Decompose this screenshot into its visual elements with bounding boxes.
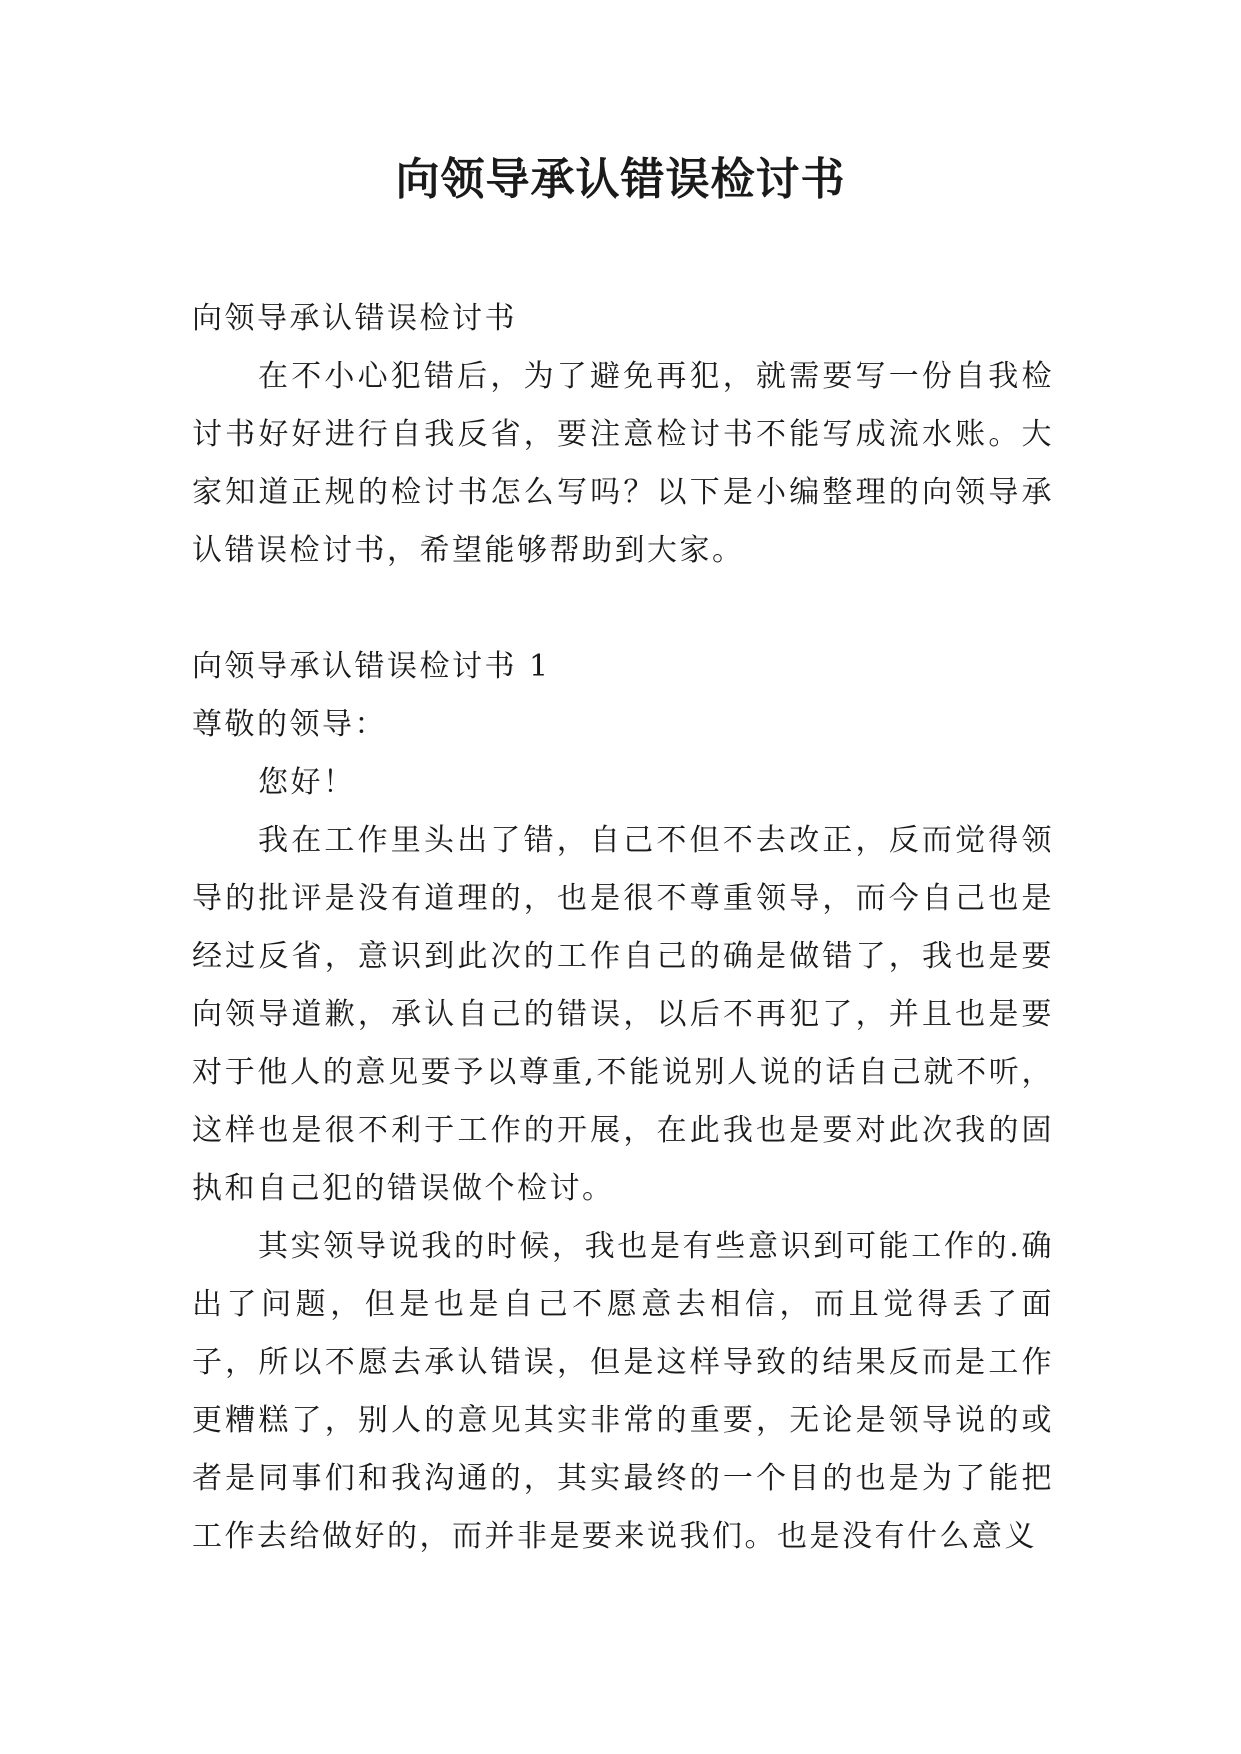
- document-body: [192, 290, 1054, 1566]
- intro-paragraph: 在不小心犯错后，为了避免再犯，就需要写一份自我检讨书好好进行自我反省，要注意检讨书不能写成流水账。大家知道正规的检讨书怎么写吗？以下是小编整理的向领导承认错误检讨书，希望能够帮助到大家。: [192, 359, 1054, 568]
- document-subtitle: 向领导承认错误检讨书: [192, 301, 517, 336]
- salutation: 尊敬的领导：: [192, 707, 387, 742]
- document-title: 向领导承认错误检讨书: [395, 154, 846, 205]
- body-paragraph-2: 其实领导说我的时候，我也是有些意识到可能工作的.确出了问题，但是也是自己不愿意去相信，而且觉得丢了面子，所以不愿去承认错误，但是这样导致的结果反而是工作更糟糕了，别人的意见其实非常的重要，无论是领导说的或者是同事们和我沟通的，其实最终的一个目的也是为了能把工作去给做好的，而并非是要来说我们。也是没有什么意义: [192, 1229, 1054, 1554]
- section-spacer: [192, 580, 1054, 638]
- section-heading: 向领导承认错误检讨书 1: [192, 649, 551, 684]
- body-paragraph-1: 我在工作里头出了错，自己不但不去改正，反而觉得领导的批评是没有道理的，也是很不尊重领导，而今自己也是经过反省，意识到此次的工作自己的确是做错了，我也是要向领导道歉，承认自己的错误，以后不再犯了，并且也是要对于他人的意见要予以尊重,不能说别人说的话自己就不听，这样也是很不利于工作的开展，在此我也是要对此次我的固执和自己犯的错误做个检讨。: [192, 823, 1054, 1206]
- greeting: 您好！: [258, 765, 356, 800]
